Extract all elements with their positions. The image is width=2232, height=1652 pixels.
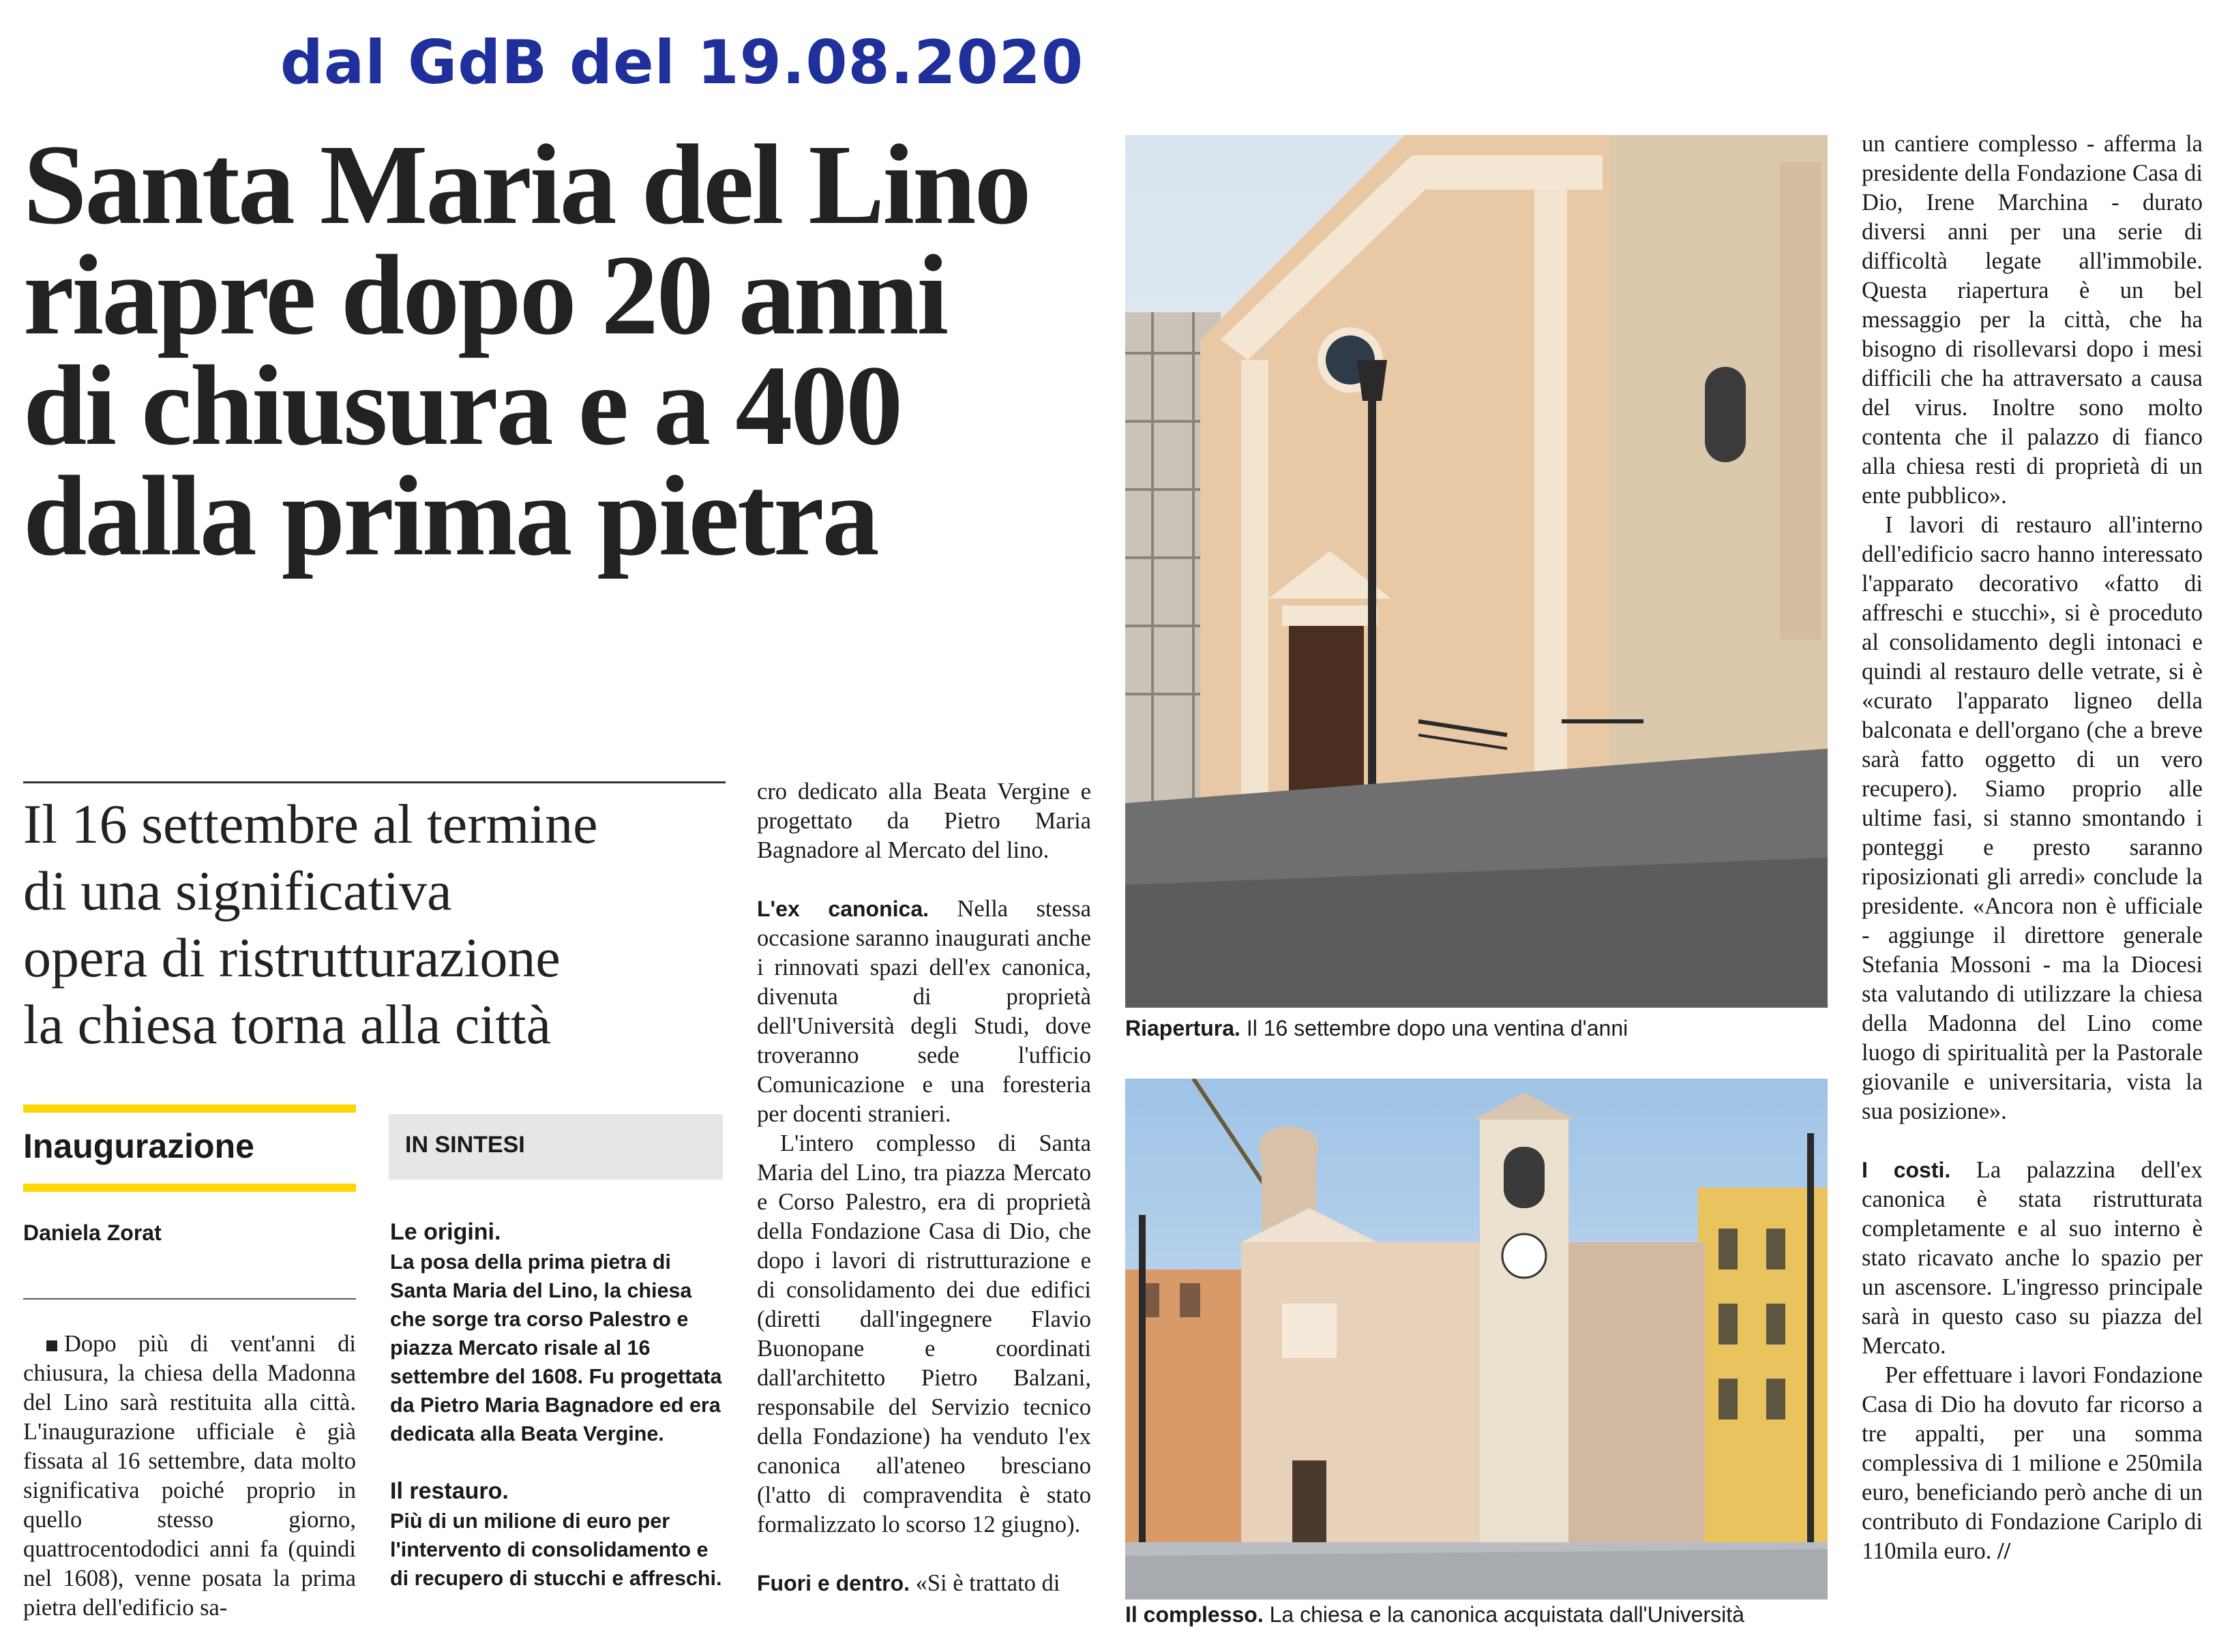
end-mark: // (1997, 1538, 2011, 1564)
photo1-caption-bold: Riapertura. (1125, 1016, 1240, 1040)
headline-line-3: di chiusura e a 400 (23, 342, 902, 469)
photo2-caption-bold: Il complesso. (1125, 1602, 1264, 1627)
church-facade-image (1125, 135, 1828, 1008)
sintesi-heading-origini: Le origini. (390, 1219, 501, 1245)
sintesi-title: IN SINTESI (405, 1132, 525, 1158)
yellow-bar-top (23, 1105, 356, 1113)
photo2-caption-text: La chiesa e la canonica acquistata dall'Università (1263, 1602, 1744, 1627)
lead-in-i-costi: I costi. (1862, 1158, 1951, 1182)
col2-paragraph-2: L'ex canonica. Nella stessa occasione saranno inaugurati anche i rinnovati spazi dell'ex canonica, divenuta di proprietà dell'Università degli Studi, dove troveranno sede l'ufficio Comunicazione e una foresteria per docenti stranieri. (757, 896, 1091, 1127)
headline-line-4: dalla prima pietra (23, 453, 878, 580)
section-label: Inaugurazione (23, 1127, 254, 1165)
sintesi-heading-restauro: Il restauro. (390, 1478, 509, 1504)
sintesi-box (389, 1114, 723, 1180)
lead-in-fuori-e-dentro: Fuori e dentro. (757, 1571, 910, 1595)
byline: Daniela Zorat (23, 1220, 162, 1245)
subhead-line-4: la chiesa torna alla città (23, 993, 552, 1055)
article-column-1 (23, 1330, 356, 1623)
col4-paragraph-4: Per effettuare i lavori Fondazione Casa di Dio ha dovuto far ricorso a tre appalti, per una somma complessiva di 1 milione e 250mila euro, beneficiando però anche di un contributo di Fondazione Cariplo di 110mila euro. // (1862, 1362, 2203, 1564)
subhead-rule (23, 781, 726, 783)
photo-church-facade (1125, 135, 1828, 1008)
headline (23, 121, 1101, 580)
subhead-line-1: Il 16 settembre al termine (23, 793, 598, 855)
photo1-caption-text: Il 16 settembre dopo una ventina d'anni (1240, 1016, 1628, 1040)
subhead-line-3: opera di ristrutturazione (23, 927, 561, 989)
byline-rule (23, 1298, 356, 1300)
headline-line-1: Santa Maria del Lino (23, 121, 1030, 248)
sintesi-text-origini: La posa della prima pietra di Santa Maria del Lino, la chiesa che sorge tra corso Palestro e piazza Mercato risale al 16 settembre del 1608. Fu progettata da Pietro Maria Bagnadore ed era dedicata alla Beata Vergine. (390, 1250, 722, 1445)
article-column-2 (757, 777, 1091, 1598)
col2-paragraph-4: Fuori e dentro. «Si è trattato di (757, 1570, 1060, 1596)
col2-paragraph-3: L'intero complesso di Santa Maria del Lino, tra piazza Mercato e Corso Palestro, era di proprietà della Fondazione Casa di Dio, che dopo i lavori di ristrutturazione e di consolidamento dei due edifici (diretti dall'ingegnere Flavio Buonopane e coordinati dall'architetto Pietro Balzani, responsabile del Servizio tecnico della Fondazione) ha venduto l'ex canonica all'ateneo bresciano (l'atto di compravendita è stato formalizzato lo scorso 12 giugno). (757, 1130, 1091, 1537)
col4-paragraph-1: un cantiere complesso - afferma la presidente della Fondazione Casa di Dio, Irene Marchina - durato diversi anni per una serie di difficoltà legate all'immobile. Questa riapertura è un bel messaggio per la città, che ha bisogno di risollevarsi dopo i mesi difficili che ha attraversato a causa del virus. Inoltre sono molto contenta che il palazzo di fianco alla chiesa resti di proprietà di un ente pubblico». (1862, 131, 2203, 509)
sintesi-item (390, 1218, 724, 1448)
col4-paragraph-2: I lavori di restauro all'interno dell'edificio sacro hanno interessato l'apparato decorativo «fatto di affreschi e stucchi», si è proceduto al consolidamento degli intonaci e quindi al restauro delle vetrate, si è «curato l'apparato ligneo della balconata e dell'organo (che a breve sarà fatto oggetto di un vero recupero). Siamo proprio alle ultime fasi, si stanno smontando i ponteggi e presto saranno riposizionati gli arredi» conclude la presidente. «Ancora non è ufficiale - aggiunge il direttore generale Stefania Mossoni - ma la Diocesi sta valutando di utilizzare la chiesa della Madonna del Lino come luogo di spiritualità per la Pastorale giovanile e universitaria, vista la sua posizione». (1862, 512, 2203, 1124)
headline-line-2: riapre dopo 20 anni (23, 232, 947, 359)
photo1-caption (1125, 1016, 1628, 1041)
yellow-bar-bottom (23, 1184, 356, 1192)
sintesi-body (390, 1218, 724, 1621)
church-complex-image (1125, 1079, 1828, 1600)
article-column-4 (1862, 130, 2203, 1566)
masthead: dal GdB del 19.08.2020 (280, 27, 1084, 97)
photo-church-complex (1125, 1079, 1828, 1600)
lead-in-ex-canonica: L'ex canonica. (757, 897, 929, 921)
bullet-square-icon (46, 1340, 57, 1351)
photo2-caption (1125, 1602, 1744, 1627)
sintesi-item (390, 1477, 724, 1593)
col2-paragraph-1: cro dedicato alla Beata Vergine e progettato da Pietro Maria Bagnadore al Mercato del lino. (757, 779, 1091, 863)
subhead-line-2: di una significativa (23, 860, 452, 922)
sintesi-text-restauro: Più di un milione di euro per l'intervento di consolidamento e di recupero di stucchi e affreschi. (390, 1510, 722, 1590)
col1-paragraph-1: Dopo più di vent'anni di chiusura, la chiesa della Madonna del Lino sarà restituita alla città. L'inaugurazione ufficiale è già fissata al 16 settembre, data molto significativa poiché proprio in quello stesso giorno, quattrocentododici anni fa (quindi nel 1608), venne posata la prima pietra dell'edificio sa- (23, 1331, 356, 1621)
col4-paragraph-3: I costi. La palazzina dell'ex canonica è stata ristrutturata completamente e al suo interno è stato ricavato anche lo spazio per un ascensore. L'ingresso principale sarà in questo caso su piazza del Mercato. (1862, 1157, 2203, 1359)
subhead (23, 791, 726, 1058)
